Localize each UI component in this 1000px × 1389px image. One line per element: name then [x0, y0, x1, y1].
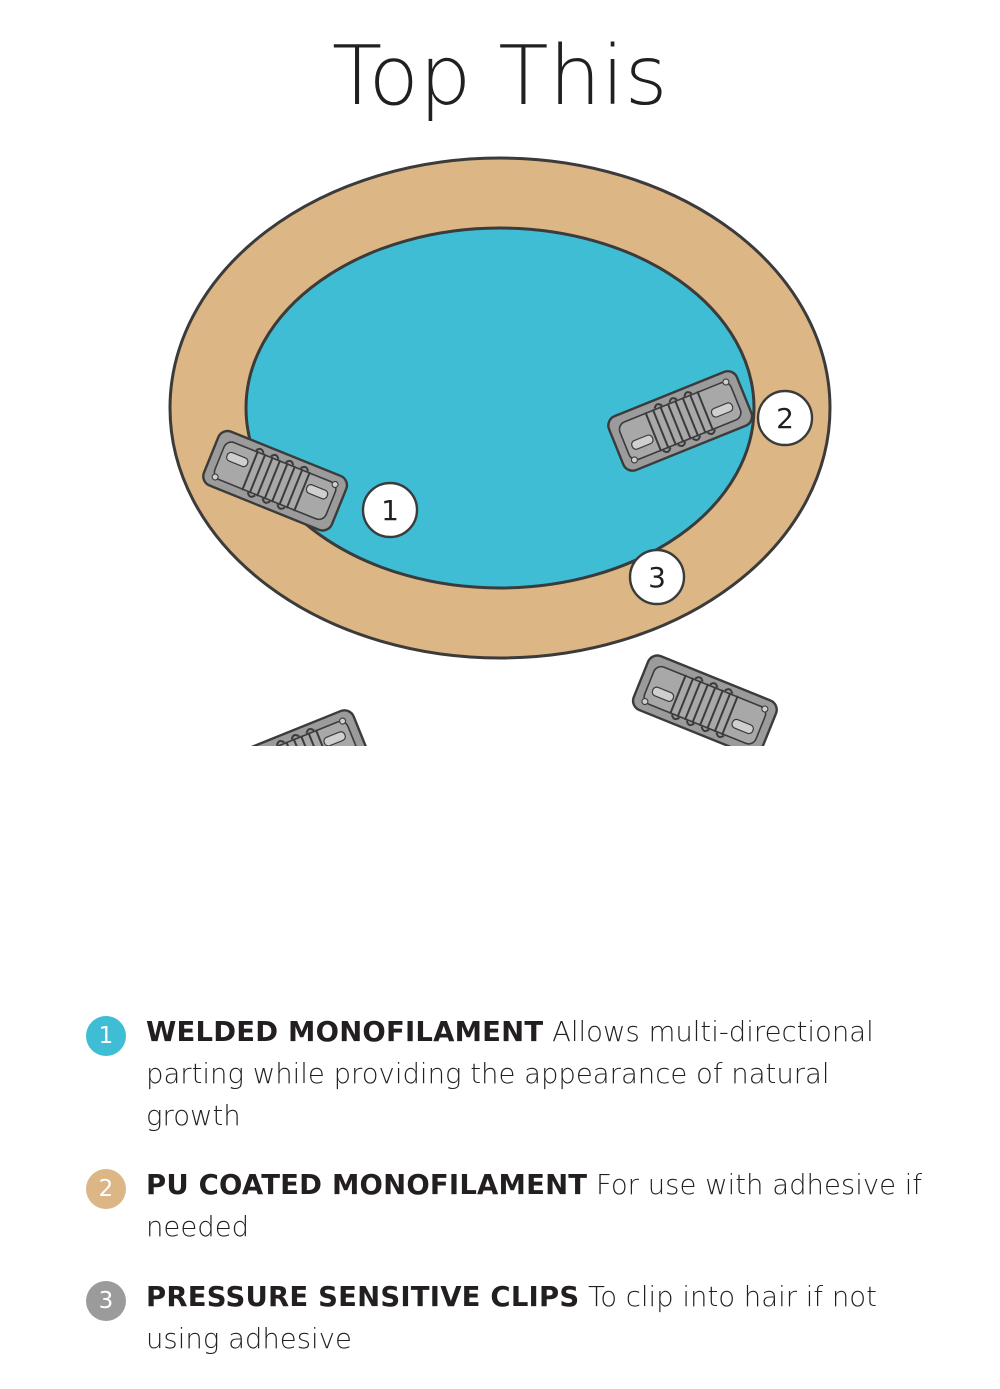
callout-1-label: 1 — [381, 494, 399, 527]
legend-text-1 — [146, 1012, 926, 1137]
hair-topper-construction-diagram — [0, 146, 1000, 746]
callout-3-label: 3 — [648, 561, 666, 594]
legend-text-2 — [146, 1165, 926, 1249]
legend-item-welded-monofilament — [86, 1012, 926, 1137]
legend-desc-1: Allows multi-directional parting while providing the appearance of natural growth — [146, 1016, 874, 1132]
legend-item-pu-coated-monofilament — [86, 1165, 926, 1249]
legend-desc-3: To clip into hair if not using adhesive — [146, 1280, 877, 1355]
legend-term-1: WELDED MONOFILAMENT — [146, 1016, 544, 1048]
page-title: Top This — [331, 29, 668, 124]
legend-badge-3: 3 — [86, 1281, 126, 1321]
legend-badge-1: 1 — [86, 1016, 126, 1056]
legend-item-pressure-sensitive-clips — [86, 1277, 926, 1361]
legend-desc-2: For use with adhesive if needed — [146, 1169, 923, 1244]
legend-term-3: PRESSURE SENSITIVE CLIPS — [146, 1280, 580, 1313]
legend-text-3 — [146, 1277, 926, 1361]
callout-3 — [630, 550, 684, 604]
callout-2-label: 2 — [776, 402, 794, 435]
clip-bottom-left — [222, 707, 372, 746]
callout-2 — [758, 391, 812, 445]
clip-bottom-right — [630, 653, 780, 746]
legend-term-2: PU COATED MONOFILAMENT — [146, 1169, 588, 1202]
legend — [86, 1012, 926, 1389]
callout-1 — [363, 483, 417, 537]
diagram-container — [0, 146, 1000, 746]
legend-badge-2: 2 — [86, 1169, 126, 1209]
